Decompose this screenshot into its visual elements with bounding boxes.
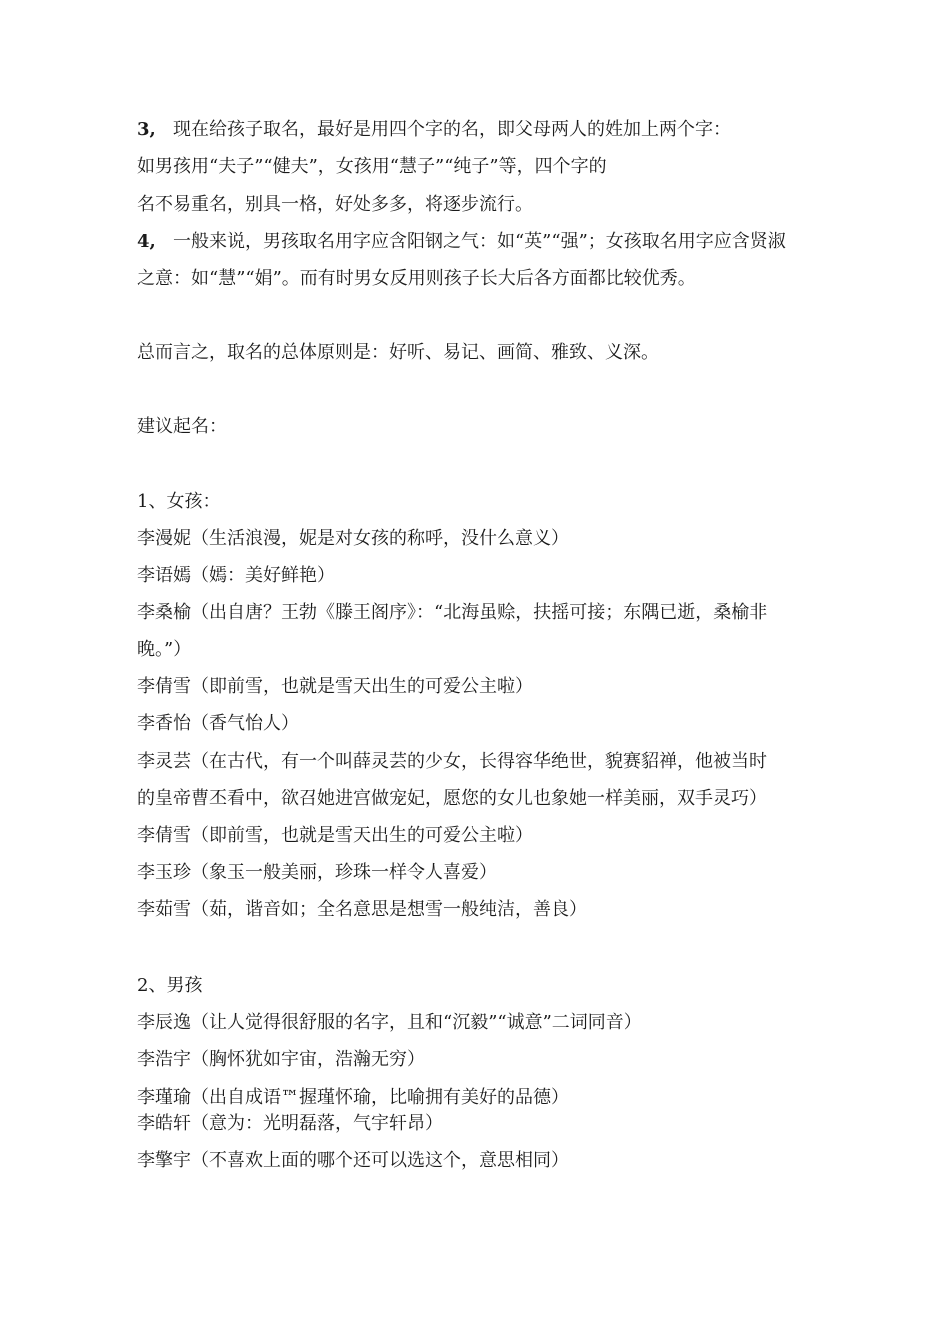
- boy-name-item: 李浩宇（胸怀犹如宇宙，浩瀚无穷）: [137, 1049, 425, 1070]
- girl-name-item: 李语嫣（嫣：美好鲜艳）: [137, 565, 335, 586]
- boys-heading: 2、男孩: [137, 975, 203, 996]
- rule-4-text: 一般来说，男孩取名用字应含阳钢之气：如“英”“强”；女孩取名用字应含贤淑: [172, 231, 786, 252]
- girl-name-item-continued: 的皇帝曹丕看中，欲召她进宫做宠妃，愿您的女儿也象她一样美丽，双手灵巧）: [137, 788, 767, 809]
- girls-heading: 1、女孩：: [137, 491, 221, 512]
- rule-3-line-3: 名不易重名，别具一格，好处多多，将逐步流行。: [137, 194, 533, 215]
- girl-name-item: 李漫妮（生活浪漫，妮是对女孩的称呼，没什么意义）: [137, 528, 569, 549]
- girl-name-item: 李茹雪（茹，谐音如；全名意思是想雪一般纯洁，善良）: [137, 899, 587, 920]
- suggest-heading: 建议起名：: [137, 416, 227, 437]
- boy-name-item: 李辰逸（让人觉得很舒服的名字，且和“沉毅”“诚意”二词同音）: [137, 1012, 642, 1033]
- rule-4-line-1: [137, 231, 827, 253]
- rule-3-line-2: 如男孩用“夫子”“健夫”，女孩用“慧子”“纯子”等，四个字的: [137, 156, 607, 177]
- rule-3-line-1: [137, 119, 827, 141]
- summary-text: 总而言之，取名的总体原则是：好听、易记、画简、雅致、义深。: [137, 342, 659, 363]
- rule-3-number: 3,: [137, 119, 156, 140]
- girl-name-item-continued: 晚。”）: [137, 639, 192, 660]
- girl-name-item: 李倩雪（即前雪，也就是雪天出生的可爱公主啦）: [137, 676, 533, 697]
- rule-4-number: 4,: [137, 231, 156, 252]
- girl-name-item: 李玉珍（象玉一般美丽，珍珠一样令人喜爱）: [137, 862, 497, 883]
- boy-name-item: 李瑾瑜（出自成语™握瑾怀瑜，比喻拥有美好的品德）: [137, 1087, 569, 1108]
- girl-name-item: 李灵芸（在古代，有一个叫薛灵芸的少女，长得容华绝世，貌赛貂禅，他被当时: [137, 751, 767, 772]
- girl-name-item: 李倩雪（即前雪，也就是雪天出生的可爱公主啦）: [137, 825, 533, 846]
- rule-3-text: 现在给孩子取名，最好是用四个字的名，即父母两人的姓加上两个字：: [172, 119, 731, 140]
- boy-name-item: 李擎宇（不喜欢上面的哪个还可以选这个，意思相同）: [137, 1150, 569, 1171]
- boy-name-item: 李皓轩（意为：光明磊落，气宇轩昂）: [137, 1113, 443, 1134]
- rule-4-line-2: 之意：如“慧”“娟”。而有时男女反用则孩子长大后各方面都比较优秀。: [137, 268, 696, 289]
- girl-name-item: 李香怡（香气怡人）: [137, 713, 299, 734]
- girl-name-item: 李桑榆（出自唐？王勃《滕王阁序》：“北海虽赊，扶摇可接；东隅已逝，桑榆非: [137, 602, 768, 623]
